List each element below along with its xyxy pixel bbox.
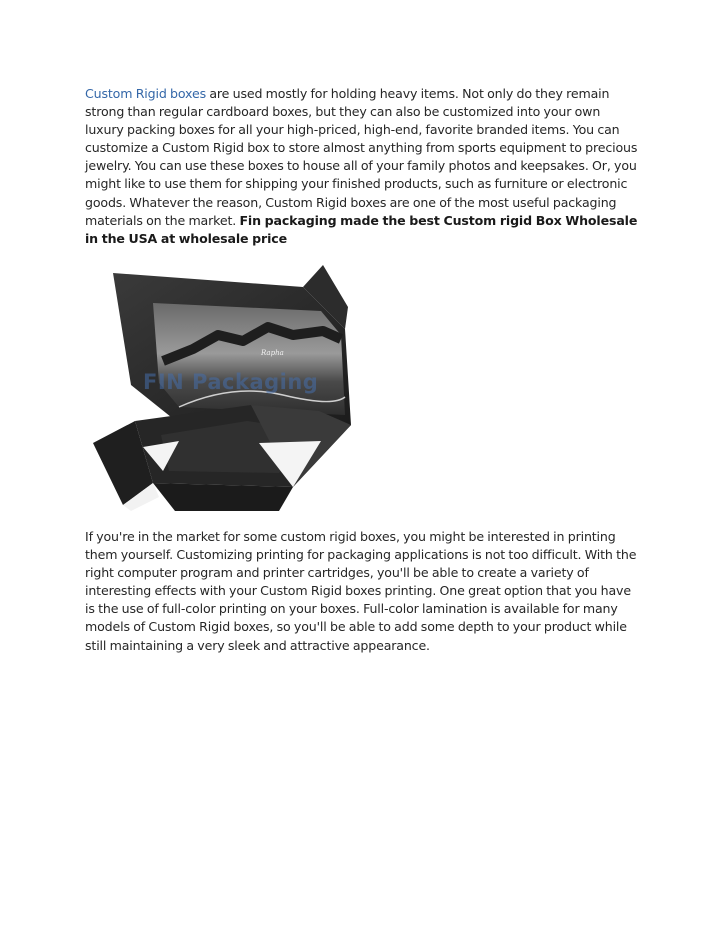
printing-paragraph: If you're in the market for some custom rigid boxes, you might be interested in printing them yourself. Customizing printing for packaging applications is not too difficult. With the right computer program and printer cartridges, you'll be able to create a variety of interesting effects with your Custom Rigid boxes printing. One great option that you have is the use of full-color printing on your boxes. Full-color lamination is available for many models of Custom Rigid boxes, so you'll be able to add some depth to your product while still maintaining a very sleek and attractive appearance. [85, 529, 637, 653]
lid-photo-print [153, 303, 345, 415]
fin-packaging-watermark: FIN Packaging [143, 370, 319, 394]
lid-brand-print: Rapha [261, 349, 284, 357]
intro-paragraph-text: are used mostly for holding heavy items. Not only do they remain strong than regular cardboard boxes, but they can also be customized into your own luxury packing boxes for all your high-priced, high-end, favorite branded items. You can customize a Custom Rigid box to store almost anything from sports equipment to precious jewelry. You can use these boxes to house all of your family photos and keepsakes. Or, you might like to use them for shipping your finished products, such as furniture or electronic goods. Whatever the reason, Custom Rigid boxes are one of the most useful packaging materials on the market. [85, 86, 638, 228]
product-image-rigid-box [83, 265, 368, 512]
custom-rigid-boxes-link[interactable]: Custom Rigid boxes [85, 86, 206, 101]
front-flap [153, 483, 293, 511]
intro-paragraph [85, 85, 640, 248]
intro-bold-statement: Fin packaging made the best Custom rigid Box Wholesale in the USA at wholesale price [85, 212, 638, 246]
